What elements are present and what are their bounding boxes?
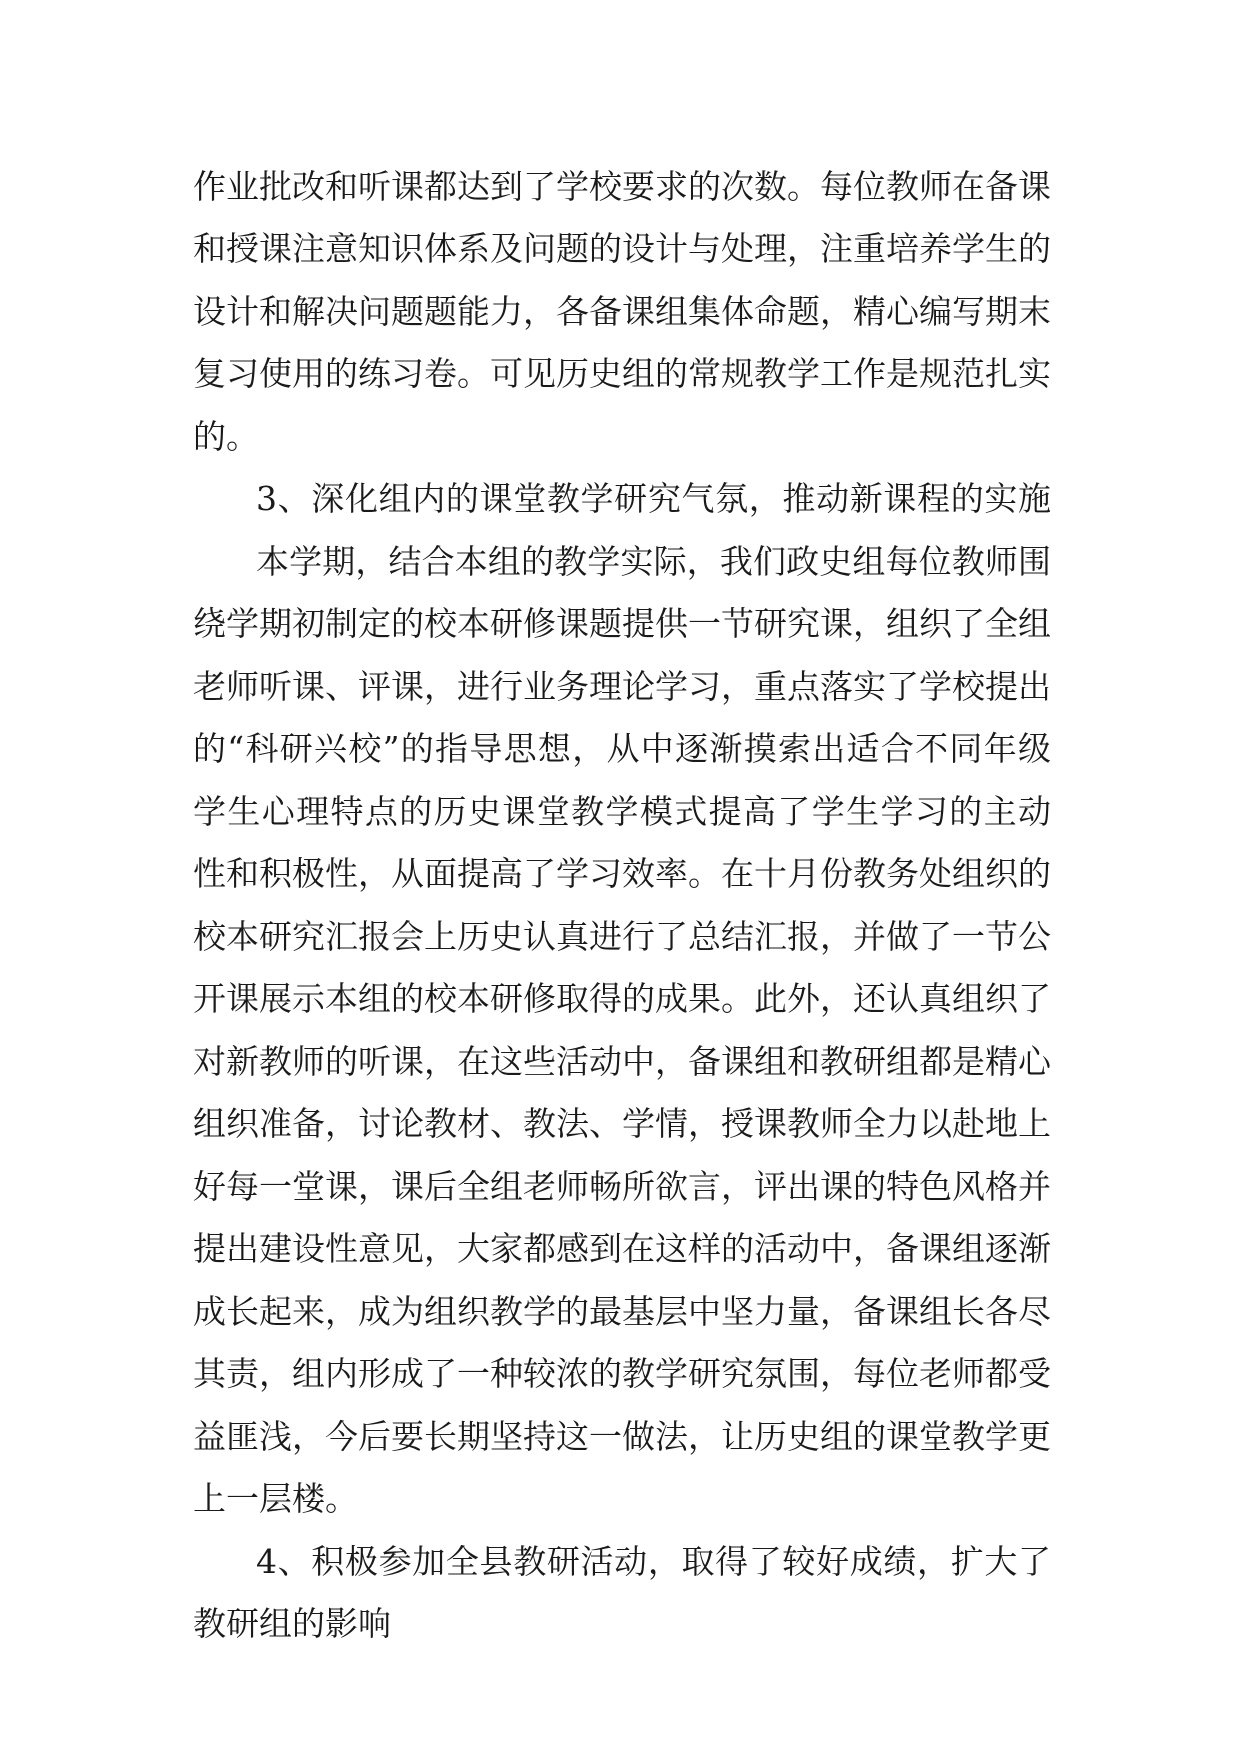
text-line: 老师听课、评课，进行业务理论学习，重点落实了学校提出 bbox=[193, 667, 1051, 706]
text-line: 提出建设性意见，大家都感到在这样的活动中，备课组逐渐 bbox=[193, 1229, 1051, 1268]
text-line: 上一层楼。 bbox=[193, 1479, 358, 1518]
text-line: 的“科研兴校”的指导思想，从中逐渐摸索出适合不同年级 bbox=[193, 729, 1051, 768]
text-line: 性和积极性，从面提高了学习效率。在十月份教务处组织的 bbox=[193, 854, 1051, 893]
text-line: 绕学期初制定的校本研修课题提供一节研究课，组织了全组 bbox=[193, 604, 1051, 643]
text-line: 本学期，结合本组的教学实际，我们政史组每位教师围 bbox=[256, 542, 1051, 581]
text-line: 复习使用的练习卷。可见历史组的常规教学工作是规范扎实 bbox=[193, 354, 1051, 393]
text-line: 开课展示本组的校本研修取得的成果。此外，还认真组织了 bbox=[193, 979, 1051, 1018]
text-line: 设计和解决问题题能力，各备课组集体命题，精心编写期末 bbox=[193, 292, 1051, 331]
section-heading: 4、积极参加全县教研活动，取得了较好成绩，扩大了 bbox=[256, 1542, 1051, 1581]
text-line: 的。 bbox=[193, 417, 259, 456]
text-line: 作业批改和听课都达到了学校要求的次数。每位教师在备课 bbox=[193, 167, 1051, 206]
text-line: 教研组的影响 bbox=[193, 1604, 391, 1643]
section-heading: 3、深化组内的课堂教学研究气氛，推动新课程的实施 bbox=[256, 479, 1051, 518]
text-line: 成长起来，成为组织教学的最基层中坚力量，备课组长各尽 bbox=[193, 1292, 1051, 1331]
text-line: 对新教师的听课，在这些活动中，备课组和教研组都是精心 bbox=[193, 1042, 1051, 1081]
text-line: 和授课注意知识体系及问题的设计与处理，注重培养学生的 bbox=[193, 229, 1051, 268]
text-line: 益匪浅，今后要长期坚持这一做法，让历史组的课堂教学更 bbox=[193, 1417, 1051, 1456]
text-line: 组织准备，讨论教材、教法、学情，授课教师全力以赴地上 bbox=[193, 1104, 1051, 1143]
text-line: 其责，组内形成了一种较浓的教学研究氛围，每位老师都受 bbox=[193, 1354, 1051, 1393]
text-line: 好每一堂课，课后全组老师畅所欲言，评出课的特色风格并 bbox=[193, 1167, 1051, 1206]
text-line: 校本研究汇报会上历史认真进行了总结汇报，并做了一节公 bbox=[193, 917, 1051, 956]
text-line: 学生心理特点的历史课堂教学模式提高了学生学习的主动 bbox=[193, 792, 1051, 831]
